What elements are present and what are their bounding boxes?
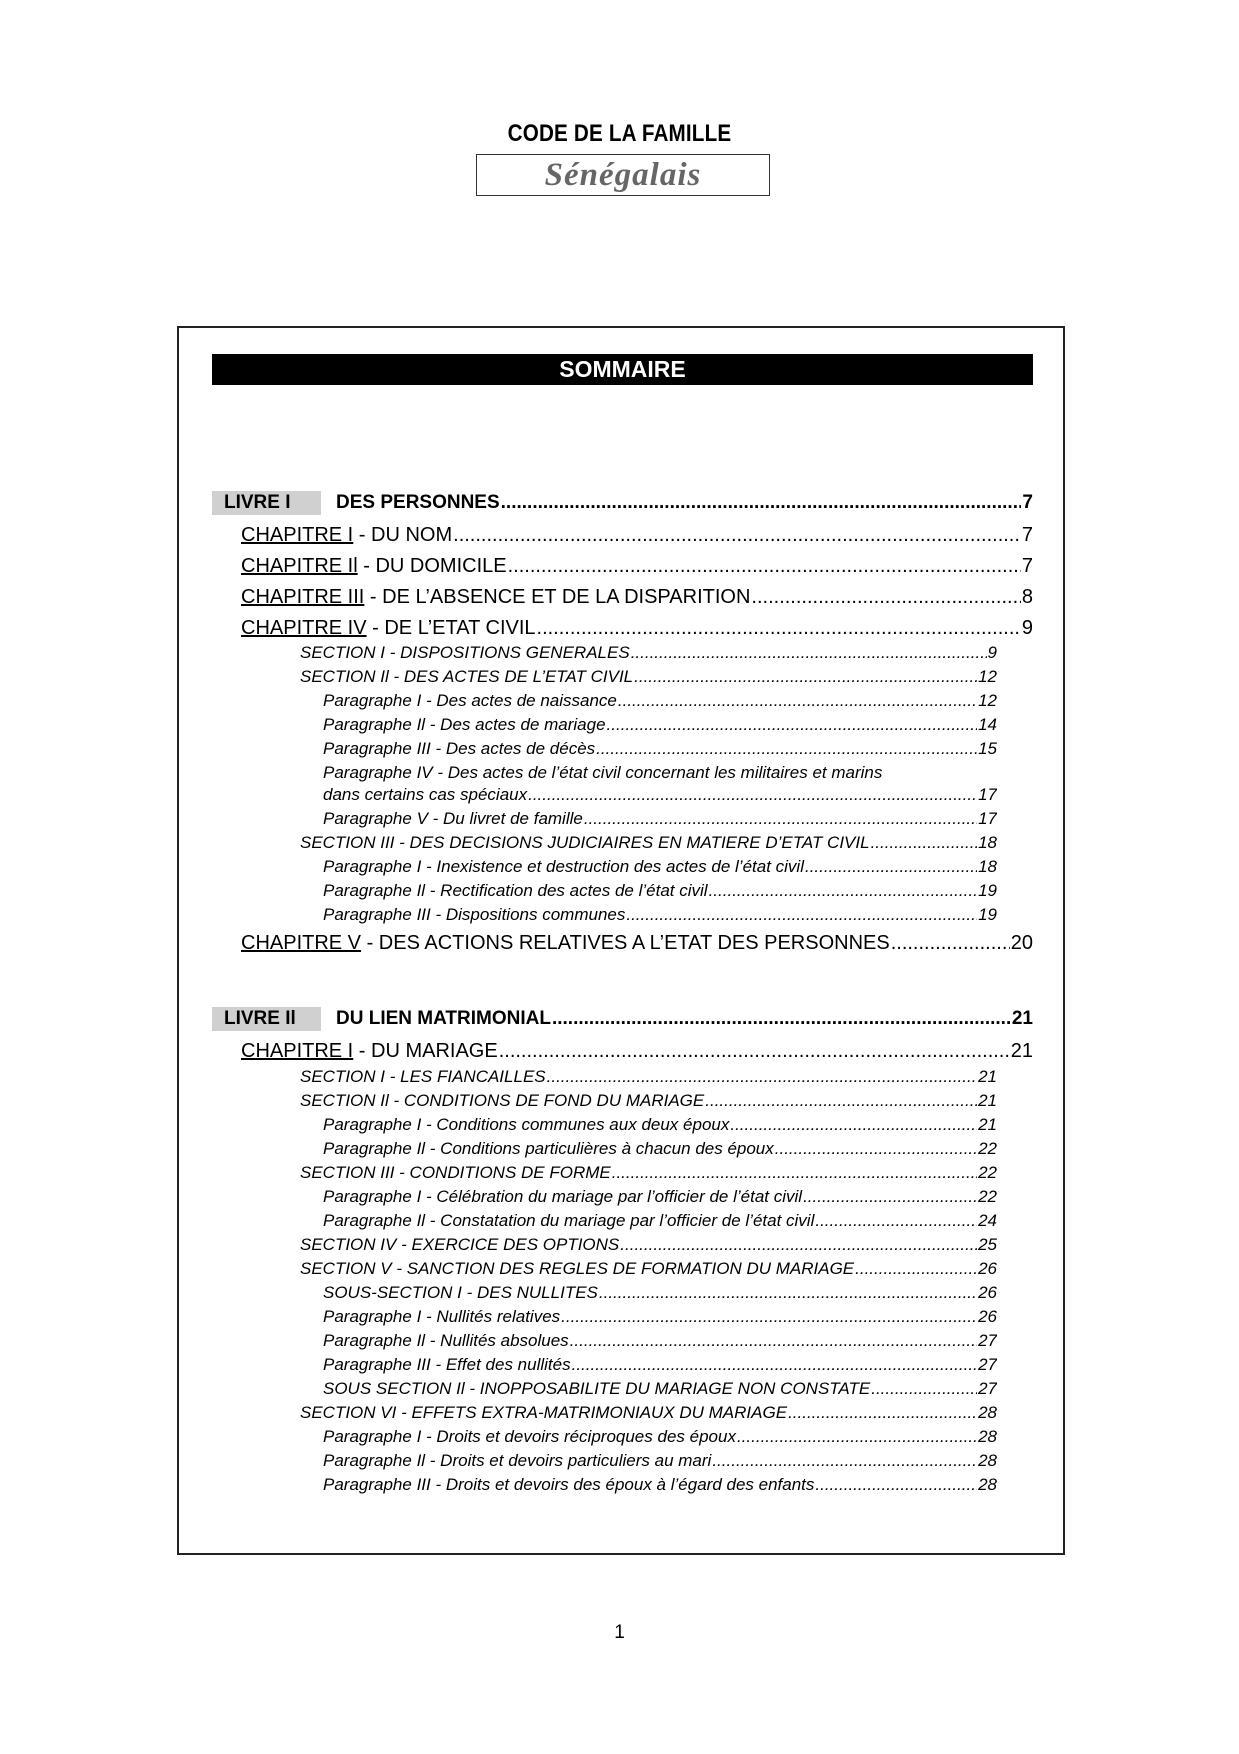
toc-page-number: 21 [1010, 1040, 1033, 1062]
toc-page-number: 12 [978, 667, 997, 686]
toc-page-number: 27 [978, 1355, 997, 1374]
dot-leader [499, 1038, 1010, 1064]
chapter-label: CHAPITRE V [241, 932, 362, 954]
toc-page-number: 22 [978, 1163, 997, 1182]
dot-leader [712, 1450, 977, 1472]
toc-page-number: 15 [978, 739, 997, 758]
dot-leader [612, 1162, 977, 1184]
dot-leader [607, 714, 978, 736]
toc-page-number: 17 [978, 809, 997, 828]
toc-entry[interactable] [323, 880, 997, 902]
dot-leader [561, 1306, 977, 1328]
document-title: CODE DE LA FAMILLE [507, 120, 732, 147]
summary-heading: SOMMAIRE [212, 354, 1033, 385]
toc-page-number: 18 [978, 833, 997, 852]
toc-page-number: 28 [978, 1475, 997, 1494]
dot-leader [788, 1402, 977, 1424]
toc-page-number: 28 [978, 1451, 997, 1470]
toc-entry-text: - DU DOMICILE [357, 555, 507, 577]
toc-entry-text: Paragraphe Il - Droits et devoirs particuliers au mari [323, 1451, 712, 1470]
toc-entry-text: Paragraphe Il - Conditions particulières à chacun des époux [323, 1139, 774, 1158]
toc-entry[interactable] [323, 690, 997, 712]
toc-entry[interactable] [323, 762, 997, 784]
toc-page-number: 7 [1021, 555, 1033, 577]
toc-entry-text: SOUS SECTION Il - INOPPOSABILITE DU MARIAGE NON CONSTATE [323, 1379, 871, 1398]
toc-page-number: 19 [978, 905, 997, 924]
toc-entry[interactable] [323, 1330, 997, 1352]
toc-entry[interactable] [241, 1038, 1033, 1064]
toc-entry[interactable] [336, 1007, 1033, 1031]
toc-entry-text: - DES ACTIONS RELATIVES A L’ETAT DES PERSONNES [361, 932, 890, 954]
toc-entry-text: DES PERSONNES [336, 492, 500, 513]
toc-entry[interactable] [336, 491, 1033, 515]
toc-page-number: 9 [987, 643, 997, 662]
toc-entry-text: SECTION IV - EXERCICE DES OPTIONS [300, 1235, 620, 1254]
toc-entry[interactable] [300, 1162, 997, 1184]
toc-page-number: 25 [978, 1235, 997, 1254]
dot-leader [751, 584, 1020, 610]
toc-entry[interactable] [323, 714, 997, 736]
toc-entry-text: Paragraphe III - Effet des nullités [323, 1355, 571, 1374]
dot-leader [815, 1474, 977, 1496]
toc-entry[interactable] [300, 832, 997, 854]
toc-entry[interactable] [300, 1402, 997, 1424]
toc-page-number: 20 [1010, 932, 1033, 954]
toc-entry[interactable] [323, 1426, 997, 1448]
toc-entry-text: Paragraphe V - Du livret de famille [323, 809, 583, 828]
toc-page-number: 12 [978, 691, 997, 710]
dot-leader [855, 1258, 977, 1280]
toc-entry[interactable] [323, 1306, 997, 1328]
toc-page-number: 27 [978, 1379, 997, 1398]
toc-entry-text: SECTION I - LES FIANCAILLES [300, 1067, 546, 1086]
toc-entry-text: - DE L’ETAT CIVIL [366, 617, 536, 639]
toc-entry-text: Paragraphe Il - Rectification des actes de l’état civil [323, 881, 708, 900]
toc-entry-text: SECTION III - DES DECISIONS JUDICIAIRES EN MATIERE D’ETAT CIVIL [300, 833, 870, 852]
dot-leader [891, 930, 1010, 956]
toc-page-number: 18 [978, 857, 997, 876]
dot-leader [815, 1210, 977, 1232]
toc-entry[interactable] [241, 930, 1033, 956]
toc-entry[interactable] [323, 1282, 997, 1304]
dot-leader [618, 690, 977, 712]
toc-entry[interactable] [323, 1450, 997, 1472]
toc-entry[interactable] [300, 642, 997, 664]
toc-entry-text: SOUS-SECTION I - DES NULLITES [323, 1283, 598, 1302]
dot-leader [775, 1138, 977, 1160]
toc-entry[interactable] [300, 1090, 997, 1112]
toc-entry-text: Paragraphe I - Nullités relatives [323, 1307, 561, 1326]
dot-leader [709, 880, 978, 902]
toc-entry-text: Paragraphe I - Droits et devoirs réciproques des époux [323, 1427, 736, 1446]
toc-entry[interactable] [323, 1474, 997, 1496]
dot-leader [705, 1090, 977, 1112]
toc-page-number: 17 [978, 785, 997, 804]
dot-leader [596, 738, 977, 760]
toc-entry[interactable] [300, 1258, 997, 1280]
toc-entry[interactable] [323, 1138, 997, 1160]
toc-page-number: 26 [978, 1307, 997, 1326]
dot-leader [547, 1066, 977, 1088]
toc-entry-text: Paragraphe III - Des actes de décès [323, 739, 596, 758]
toc-entry-text: Paragraphe IV - Des actes de l’état civil concernant les militaires et marins [323, 763, 883, 782]
toc-entry-text: Paragraphe Il - Des actes de mariage [323, 715, 606, 734]
chapter-label: CHAPITRE III [241, 586, 365, 608]
toc-entry-text: SECTION VI - EFFETS EXTRA-MATRIMONIAUX DU MARIAGE [300, 1403, 788, 1422]
toc-entry[interactable] [323, 904, 997, 926]
livre-badge: LIVRE Il [212, 1007, 321, 1031]
toc-page-number: 21 [978, 1115, 997, 1134]
toc-entry-text: - DU MARIAGE [353, 1040, 498, 1062]
toc-entry[interactable] [241, 584, 1033, 610]
toc-entry-text: SECTION Il - DES ACTES DE L’ETAT CIVIL [300, 667, 634, 686]
toc-entry-text: DU LIEN MATRIMONIAL [336, 1008, 551, 1029]
toc-page-number: 24 [978, 1211, 997, 1230]
dot-leader [626, 904, 977, 926]
toc-entry-text: Paragraphe I - Célébration du mariage par l’officier de l’état civil [323, 1187, 803, 1206]
toc-entry[interactable] [323, 1378, 997, 1400]
chapter-label: CHAPITRE I [241, 524, 354, 546]
toc-entry[interactable] [241, 522, 1033, 548]
toc-entry[interactable] [323, 808, 997, 830]
toc-entry[interactable] [323, 1114, 997, 1136]
toc-entry-text: Paragraphe Il - Nullités absolues [323, 1331, 569, 1350]
dot-leader [552, 1007, 1011, 1031]
chapter-label: CHAPITRE Il [241, 555, 358, 577]
livre-badge: LIVRE I [212, 491, 321, 515]
toc-entry-text: Paragraphe I - Inexistence et destruction des actes de l’état civil [323, 857, 804, 876]
toc-page-number: 21 [978, 1091, 997, 1110]
dot-leader [805, 856, 977, 878]
dot-leader [599, 1282, 977, 1304]
toc-entry[interactable] [323, 1186, 997, 1208]
dot-leader [528, 784, 977, 806]
toc-entry[interactable] [323, 1354, 997, 1376]
toc-entry-text: SECTION I - DISPOSITIONS GENERALES [300, 643, 630, 662]
dot-leader [634, 666, 977, 688]
dot-leader [737, 1426, 977, 1448]
toc-entry-text: - DE L’ABSENCE ET DE LA DISPARITION [364, 586, 751, 608]
dot-leader [871, 1378, 977, 1400]
toc-entry-text: Paragraphe I - Conditions communes aux deux époux [323, 1115, 730, 1134]
toc-entry[interactable] [300, 1234, 997, 1256]
dot-leader [631, 642, 987, 664]
toc-entry[interactable] [323, 784, 997, 806]
chapter-label: CHAPITRE IV [241, 617, 367, 639]
toc-entry-text: SECTION Il - CONDITIONS DE FOND DU MARIAGE [300, 1091, 705, 1110]
dot-leader [570, 1330, 977, 1352]
dot-leader [803, 1186, 977, 1208]
toc-entry-text: - DU NOM [353, 524, 453, 546]
toc-entry-text: Paragraphe Il - Constatation du mariage par l’officier de l’état civil [323, 1211, 815, 1230]
toc-entry[interactable] [323, 1210, 997, 1232]
dot-leader [871, 832, 978, 854]
toc-page-number: 22 [978, 1187, 997, 1206]
dot-leader [730, 1114, 977, 1136]
toc-entry[interactable] [300, 1066, 997, 1088]
toc-page-number: 8 [1021, 586, 1033, 608]
toc-entry-text: Paragraphe III - Dispositions communes [323, 905, 626, 924]
toc-entry-text: SECTION V - SANCTION DES REGLES DE FORMATION DU MARIAGE [300, 1259, 855, 1278]
toc-entry-text: Paragraphe III - Droits et devoirs des époux à l’égard des enfants [323, 1475, 815, 1494]
toc-entry-text: dans certains cas spéciaux [323, 785, 528, 804]
dot-leader [620, 1234, 977, 1256]
toc-page-number: 14 [978, 715, 997, 734]
dot-leader [584, 808, 977, 830]
toc-entry-text: SECTION III - CONDITIONS DE FORME [300, 1163, 611, 1182]
toc-page-number: 7 [1021, 524, 1033, 546]
toc-page-number: 27 [978, 1331, 997, 1350]
toc-page-number: 22 [978, 1139, 997, 1158]
toc-entry[interactable] [323, 856, 997, 878]
toc-entry[interactable] [241, 615, 1033, 641]
toc-entry[interactable] [241, 553, 1033, 579]
toc-page-number: 26 [978, 1283, 997, 1302]
dot-leader [501, 491, 1022, 515]
toc-entry-text: Paragraphe I - Des actes de naissance [323, 691, 617, 710]
dot-leader [508, 553, 1021, 579]
toc-page-number: 9 [1021, 617, 1033, 639]
toc-page-number: 19 [978, 881, 997, 900]
toc-page-number: 7 [1022, 492, 1033, 513]
dot-leader [453, 522, 1021, 548]
toc-page-number: 28 [978, 1403, 997, 1422]
toc-page-number: 21 [1011, 1008, 1033, 1029]
page-number: 1 [614, 1622, 625, 1643]
toc-entry[interactable] [300, 666, 997, 688]
document-subtitle: Sénégalais [544, 157, 702, 193]
chapter-label: CHAPITRE I [241, 1040, 354, 1062]
dot-leader [572, 1354, 977, 1376]
toc-page-number: 28 [978, 1427, 997, 1446]
dot-leader [537, 615, 1021, 641]
toc-entry[interactable] [323, 738, 997, 760]
toc-page-number: 26 [978, 1259, 997, 1278]
toc-page-number: 21 [978, 1067, 997, 1086]
